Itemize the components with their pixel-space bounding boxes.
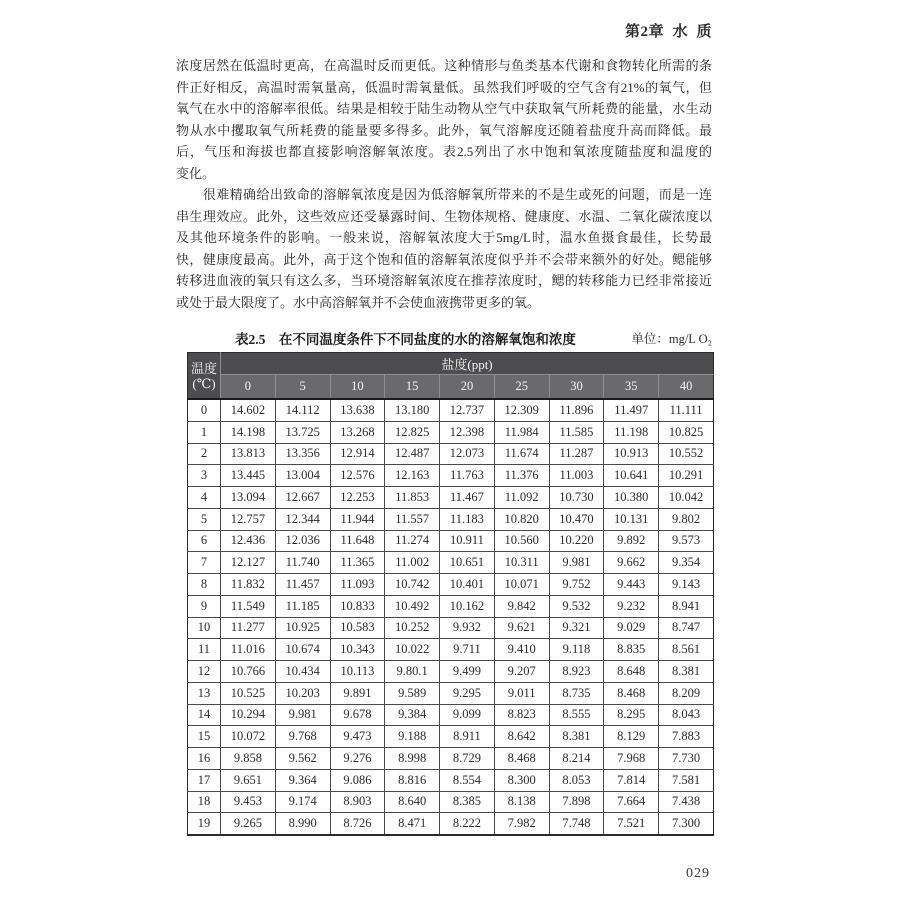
- do-value-cell: 12.914: [330, 443, 385, 465]
- salinity-column-header: 40: [659, 375, 714, 400]
- do-value-cell: 10.252: [385, 617, 440, 639]
- temperature-unit: (℃): [192, 375, 216, 391]
- do-value-cell: 8.941: [659, 595, 714, 617]
- do-value-cell: 9.499: [440, 661, 495, 683]
- do-value-cell: 12.487: [385, 443, 440, 465]
- do-value-cell: 7.982: [494, 813, 549, 835]
- do-value-cell: 9.892: [604, 530, 659, 552]
- do-value-cell: 8.214: [549, 748, 604, 770]
- table-body: [188, 399, 714, 835]
- do-value-cell: 9.453: [221, 791, 276, 813]
- do-value-cell: 11.557: [385, 508, 440, 530]
- salinity-column-header: 35: [604, 375, 659, 400]
- do-value-cell: 9.678: [330, 704, 385, 726]
- text-line: 物从水中攫取氧气所耗费的能量要多得多。此外，氧气溶解度还随着盐度升高而降低。最: [176, 122, 712, 138]
- temperature-cell: 5: [188, 508, 221, 530]
- temperature-cell: 16: [188, 748, 221, 770]
- do-value-cell: 10.925: [275, 617, 330, 639]
- do-value-cell: 10.820: [494, 508, 549, 530]
- do-value-cell: 9.891: [330, 682, 385, 704]
- do-value-cell: 8.648: [604, 661, 659, 683]
- do-value-cell: 12.309: [494, 399, 549, 421]
- do-value-cell: 14.112: [275, 399, 330, 421]
- do-value-cell: 12.825: [385, 421, 440, 443]
- do-value-cell: 11.016: [221, 639, 276, 661]
- do-value-cell: 9.80.1: [385, 661, 440, 683]
- do-value-cell: 11.853: [385, 487, 440, 509]
- do-value-cell: 10.525: [221, 682, 276, 704]
- salinity-column-header: 15: [385, 375, 440, 400]
- dissolved-oxygen-table: [187, 352, 714, 836]
- text-line: 变化。: [176, 165, 216, 181]
- do-value-cell: 10.203: [275, 682, 330, 704]
- do-value-cell: 8.640: [385, 791, 440, 813]
- table-row: [188, 421, 714, 443]
- do-value-cell: 12.436: [221, 530, 276, 552]
- do-value-cell: 9.802: [659, 508, 714, 530]
- temperature-cell: 17: [188, 769, 221, 791]
- table-row: [188, 769, 714, 791]
- do-value-cell: 10.311: [494, 552, 549, 574]
- table-row: [188, 595, 714, 617]
- do-value-cell: 8.381: [659, 661, 714, 683]
- do-value-cell: 8.471: [385, 813, 440, 835]
- do-value-cell: 9.621: [494, 617, 549, 639]
- do-value-cell: 11.277: [221, 617, 276, 639]
- temperature-cell: 13: [188, 682, 221, 704]
- body-text: [176, 55, 712, 313]
- do-value-cell: 8.726: [330, 813, 385, 835]
- do-value-cell: 8.385: [440, 791, 495, 813]
- temperature-cell: 0: [188, 399, 221, 421]
- table-row: [188, 682, 714, 704]
- do-value-cell: 10.766: [221, 661, 276, 683]
- do-value-cell: 8.735: [549, 682, 604, 704]
- paragraph-2: [176, 184, 712, 313]
- chapter-running-head: 第2章 水 质: [625, 24, 713, 40]
- do-value-cell: 8.998: [385, 748, 440, 770]
- do-value-cell: 11.092: [494, 487, 549, 509]
- do-value-cell: 11.549: [221, 595, 276, 617]
- do-value-cell: 13.725: [275, 421, 330, 443]
- table-caption: 表2.5 在不同温度条件下不同盐度的水的溶解氧饱和浓度: [235, 332, 576, 347]
- do-value-cell: 9.981: [549, 552, 604, 574]
- do-value-cell: 10.113: [330, 661, 385, 683]
- do-value-cell: 13.445: [221, 465, 276, 487]
- do-value-cell: 11.674: [494, 443, 549, 465]
- do-value-cell: 9.118: [549, 639, 604, 661]
- do-value-cell: 12.073: [440, 443, 495, 465]
- do-value-cell: 10.674: [275, 639, 330, 661]
- do-value-cell: 9.573: [659, 530, 714, 552]
- text-line: 串生理效应。此外，这些效应还受暴露时间、生物体规格、健康度、水温、二氧化碳浓度以: [176, 208, 712, 224]
- table-row: [188, 443, 714, 465]
- do-value-cell: 9.321: [549, 617, 604, 639]
- table-row: [188, 704, 714, 726]
- temperature-cell: 11: [188, 639, 221, 661]
- do-value-cell: 10.380: [604, 487, 659, 509]
- do-value-cell: 10.401: [440, 574, 495, 596]
- do-value-cell: 9.143: [659, 574, 714, 596]
- do-value-cell: 11.365: [330, 552, 385, 574]
- do-value-cell: 9.842: [494, 595, 549, 617]
- do-value-cell: 9.473: [330, 726, 385, 748]
- text-line: 快，健康度最高。此外，高于这个饱和值的溶解氧浓度似乎并不会带来额外的好处。鳃能够: [176, 251, 712, 267]
- do-value-cell: 11.002: [385, 552, 440, 574]
- table-caption-row: [187, 328, 714, 348]
- do-value-cell: 8.300: [494, 769, 549, 791]
- temperature-cell: 14: [188, 704, 221, 726]
- do-value-cell: 12.737: [440, 399, 495, 421]
- do-value-cell: 11.111: [659, 399, 714, 421]
- table-row: [188, 791, 714, 813]
- text-line: 后，气压和海拔也都直接影响溶解氧浓度。表2.5列出了水中饱和氧浓度随盐度和温度的: [176, 144, 712, 159]
- do-value-cell: 7.581: [659, 769, 714, 791]
- table-row: [188, 552, 714, 574]
- text-line: 或处于最大限度了。水中高溶解氧并不会使血液携带更多的氧。: [176, 294, 541, 310]
- do-value-cell: 9.364: [275, 769, 330, 791]
- salinity-column-header: 30: [549, 375, 604, 400]
- temperature-column-header: [188, 353, 221, 400]
- do-value-cell: 11.183: [440, 508, 495, 530]
- do-value-cell: 9.354: [659, 552, 714, 574]
- do-value-cell: 9.651: [221, 769, 276, 791]
- table-header: [188, 353, 714, 400]
- table-row: [188, 530, 714, 552]
- do-value-cell: 8.295: [604, 704, 659, 726]
- page-number: 029: [686, 866, 710, 881]
- do-value-cell: 9.295: [440, 682, 495, 704]
- do-value-cell: 9.932: [440, 617, 495, 639]
- do-value-cell: 8.138: [494, 791, 549, 813]
- temperature-cell: 19: [188, 813, 221, 835]
- temperature-cell: 12: [188, 661, 221, 683]
- do-value-cell: 11.763: [440, 465, 495, 487]
- do-value-cell: 13.268: [330, 421, 385, 443]
- temperature-cell: 4: [188, 487, 221, 509]
- temperature-cell: 8: [188, 574, 221, 596]
- do-value-cell: 7.664: [604, 791, 659, 813]
- text-line: 氧气在水中的溶解率很低。结果是相较于陆生动物从空气中获取氧气所耗费的能量，水生动: [176, 101, 712, 116]
- do-value-cell: 8.823: [494, 704, 549, 726]
- do-value-cell: 14.602: [221, 399, 276, 421]
- do-value-cell: 8.923: [549, 661, 604, 683]
- do-value-cell: 8.816: [385, 769, 440, 791]
- do-value-cell: 9.981: [275, 704, 330, 726]
- do-value-cell: 8.903: [330, 791, 385, 813]
- do-value-cell: 11.376: [494, 465, 549, 487]
- do-value-cell: 11.497: [604, 399, 659, 421]
- do-value-cell: 10.833: [330, 595, 385, 617]
- do-value-cell: 10.470: [549, 508, 604, 530]
- do-value-cell: 10.072: [221, 726, 276, 748]
- salinity-column-header: 25: [494, 375, 549, 400]
- do-value-cell: 13.813: [221, 443, 276, 465]
- do-value-cell: 8.043: [659, 704, 714, 726]
- do-value-cell: 9.532: [549, 595, 604, 617]
- do-value-cell: 10.131: [604, 508, 659, 530]
- do-value-cell: 11.457: [275, 574, 330, 596]
- do-value-cell: 8.747: [659, 617, 714, 639]
- temperature-cell: 9: [188, 595, 221, 617]
- do-value-cell: 9.384: [385, 704, 440, 726]
- do-value-cell: 7.300: [659, 813, 714, 835]
- table-row: [188, 748, 714, 770]
- do-value-cell: 8.911: [440, 726, 495, 748]
- do-value-cell: 9.711: [440, 639, 495, 661]
- do-value-cell: 10.294: [221, 704, 276, 726]
- do-value-cell: 12.667: [275, 487, 330, 509]
- do-value-cell: 9.276: [330, 748, 385, 770]
- salinity-column-header: 10: [330, 375, 385, 400]
- temperature-cell: 3: [188, 465, 221, 487]
- table-row: [188, 661, 714, 683]
- do-value-cell: 12.163: [385, 465, 440, 487]
- do-value-cell: 7.730: [659, 748, 714, 770]
- do-value-cell: 9.858: [221, 748, 276, 770]
- do-value-cell: 7.814: [604, 769, 659, 791]
- do-value-cell: 8.468: [494, 748, 549, 770]
- temperature-cell: 7: [188, 552, 221, 574]
- do-value-cell: 10.911: [440, 530, 495, 552]
- do-value-cell: 9.188: [385, 726, 440, 748]
- do-value-cell: 8.555: [549, 704, 604, 726]
- do-value-cell: 10.742: [385, 574, 440, 596]
- do-value-cell: 10.291: [659, 465, 714, 487]
- do-value-cell: 7.898: [549, 791, 604, 813]
- temperature-cell: 1: [188, 421, 221, 443]
- temperature-cell: 6: [188, 530, 221, 552]
- table-row: [188, 813, 714, 835]
- do-value-cell: 10.651: [440, 552, 495, 574]
- salinity-column-header: 5: [275, 375, 330, 400]
- table-row: [188, 726, 714, 748]
- temperature-label: 温度: [190, 360, 217, 376]
- do-value-cell: 10.641: [604, 465, 659, 487]
- do-value-cell: 10.434: [275, 661, 330, 683]
- do-value-cell: 10.042: [659, 487, 714, 509]
- table-row: [188, 617, 714, 639]
- do-value-cell: 10.583: [330, 617, 385, 639]
- do-value-cell: 11.003: [549, 465, 604, 487]
- do-value-cell: 11.896: [549, 399, 604, 421]
- do-value-cell: 11.984: [494, 421, 549, 443]
- do-value-cell: 12.757: [221, 508, 276, 530]
- do-value-cell: 10.730: [549, 487, 604, 509]
- do-value-cell: 8.554: [440, 769, 495, 791]
- do-value-cell: 8.642: [494, 726, 549, 748]
- do-value-cell: 8.209: [659, 682, 714, 704]
- salinity-column-header: 20: [440, 375, 495, 400]
- do-value-cell: 9.099: [440, 704, 495, 726]
- do-value-cell: 8.835: [604, 639, 659, 661]
- do-value-cell: 11.585: [549, 421, 604, 443]
- do-value-cell: 13.094: [221, 487, 276, 509]
- temperature-cell: 15: [188, 726, 221, 748]
- do-value-cell: 10.552: [659, 443, 714, 465]
- do-value-cell: 9.768: [275, 726, 330, 748]
- do-value-cell: 10.071: [494, 574, 549, 596]
- do-value-cell: 10.220: [549, 530, 604, 552]
- do-value-cell: 11.944: [330, 508, 385, 530]
- do-value-cell: 10.022: [385, 639, 440, 661]
- table-row: [188, 508, 714, 530]
- do-value-cell: 11.185: [275, 595, 330, 617]
- do-value-cell: 13.356: [275, 443, 330, 465]
- do-value-cell: 8.381: [549, 726, 604, 748]
- do-value-cell: 8.129: [604, 726, 659, 748]
- table-row: [188, 487, 714, 509]
- do-value-cell: 7.521: [604, 813, 659, 835]
- do-value-cell: 10.825: [659, 421, 714, 443]
- temperature-cell: 2: [188, 443, 221, 465]
- salinity-column-header: 0: [221, 375, 276, 400]
- do-value-cell: 10.913: [604, 443, 659, 465]
- do-value-cell: 11.274: [385, 530, 440, 552]
- do-value-cell: 8.729: [440, 748, 495, 770]
- do-value-cell: 9.410: [494, 639, 549, 661]
- do-value-cell: 10.492: [385, 595, 440, 617]
- do-value-cell: 12.398: [440, 421, 495, 443]
- do-value-cell: 8.990: [275, 813, 330, 835]
- do-value-cell: 12.253: [330, 487, 385, 509]
- do-value-cell: 7.883: [659, 726, 714, 748]
- temperature-cell: 10: [188, 617, 221, 639]
- do-value-cell: 10.162: [440, 595, 495, 617]
- table-row: [188, 639, 714, 661]
- do-value-cell: 9.662: [604, 552, 659, 574]
- do-value-cell: 8.561: [659, 639, 714, 661]
- do-value-cell: 11.467: [440, 487, 495, 509]
- do-value-cell: 7.968: [604, 748, 659, 770]
- do-value-cell: 11.740: [275, 552, 330, 574]
- do-value-cell: 12.036: [275, 530, 330, 552]
- do-value-cell: 10.560: [494, 530, 549, 552]
- text-line: 及其他环境条件的影响。一般来说，溶解氧浓度大于5mg/L时，温水鱼摄食最佳，长势最: [176, 230, 712, 245]
- salinity-group-header: 盐度(ppt): [221, 353, 714, 375]
- do-value-cell: 9.011: [494, 682, 549, 704]
- do-value-cell: 10.343: [330, 639, 385, 661]
- do-value-cell: 9.265: [221, 813, 276, 835]
- do-value-cell: 11.093: [330, 574, 385, 596]
- paragraph-1: [176, 55, 712, 184]
- do-value-cell: 11.648: [330, 530, 385, 552]
- do-value-cell: 11.287: [549, 443, 604, 465]
- do-value-cell: 9.562: [275, 748, 330, 770]
- temperature-cell: 18: [188, 791, 221, 813]
- do-value-cell: 13.180: [385, 399, 440, 421]
- do-value-cell: 11.198: [604, 421, 659, 443]
- table-unit-label: 单位：mg/L O₂: [631, 332, 712, 346]
- do-value-cell: 9.589: [385, 682, 440, 704]
- do-value-cell: 12.576: [330, 465, 385, 487]
- do-value-cell: 9.232: [604, 595, 659, 617]
- do-value-cell: 9.029: [604, 617, 659, 639]
- text-line: 件正好相反，高温时需氧量高，低温时需氧量低。虽然我们呼吸的空气含有21%的氧气，但: [176, 79, 712, 95]
- salinity-subheader-row: [188, 375, 714, 400]
- text-line: 很难精确给出致命的溶解氧浓度是因为低溶解氧所带来的不是生或死的问题，而是一连: [176, 187, 712, 202]
- table-row: [188, 465, 714, 487]
- do-value-cell: 7.438: [659, 791, 714, 813]
- table-row: [188, 574, 714, 596]
- do-value-cell: 12.344: [275, 508, 330, 530]
- do-value-cell: 13.004: [275, 465, 330, 487]
- do-value-cell: 8.053: [549, 769, 604, 791]
- text-line: 转移进血液的氧只有这么多，当环境溶解氧浓度在推荐浓度时，鳃的转移能力已经非常接近: [176, 273, 712, 288]
- do-value-cell: 9.443: [604, 574, 659, 596]
- do-value-cell: 8.222: [440, 813, 495, 835]
- do-value-cell: 9.752: [549, 574, 604, 596]
- do-value-cell: 8.468: [604, 682, 659, 704]
- do-value-cell: 9.086: [330, 769, 385, 791]
- do-value-cell: 9.207: [494, 661, 549, 683]
- do-value-cell: 13.638: [330, 399, 385, 421]
- table-row: [188, 399, 714, 421]
- do-value-cell: 7.748: [549, 813, 604, 835]
- do-value-cell: 9.174: [275, 791, 330, 813]
- do-value-cell: 12.127: [221, 552, 276, 574]
- do-value-cell: 14.198: [221, 421, 276, 443]
- text-line: 浓度居然在低温时更高，在高温时反而更低。这种情形与鱼类基本代谢和食物转化所需的条: [176, 58, 712, 73]
- do-value-cell: 11.832: [221, 574, 276, 596]
